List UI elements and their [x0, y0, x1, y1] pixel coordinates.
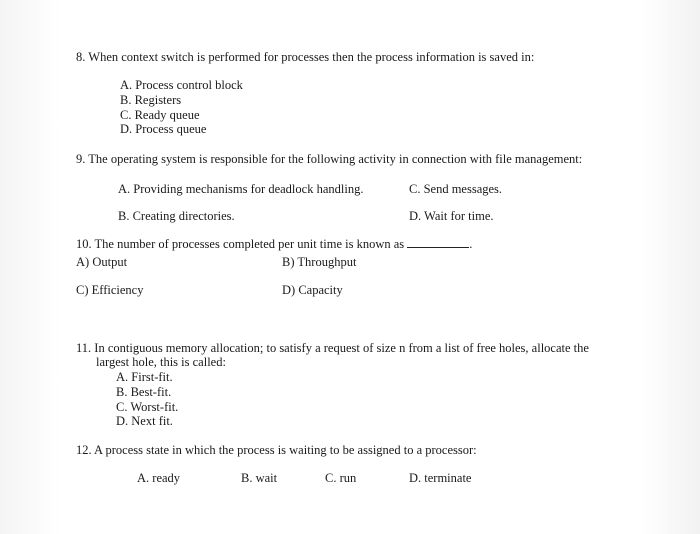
q12-option-b: B. wait — [241, 471, 278, 485]
q12-option-a: A. ready — [137, 471, 181, 485]
q11-question-line2: largest hole, this is called: — [96, 355, 226, 369]
q12-question: 12. A process state in which the process is waiting to be assigned to a processor: — [76, 443, 477, 457]
q8-option-b: B. Registers — [120, 93, 182, 107]
q10-answer-blank — [407, 237, 469, 248]
q8-option-a: A. Process control block — [120, 78, 243, 92]
q11-option-c: C. Worst-fit. — [116, 400, 179, 414]
q8-option-c: C. Ready queue — [120, 108, 200, 122]
q10-question-end: . — [469, 237, 473, 251]
q12-option-c: C. run — [325, 471, 357, 485]
q8-option-d: D. Process queue — [120, 122, 207, 136]
q10-option-a: A) Output — [76, 255, 128, 269]
q11-option-a: A. First-fit. — [116, 370, 173, 384]
q10-option-d: D) Capacity — [282, 283, 343, 297]
q11-option-b: B. Best-fit. — [116, 385, 172, 399]
q10-option-c: C) Efficiency — [76, 283, 144, 297]
q10-option-b: B) Throughput — [282, 255, 357, 269]
q10-question — [76, 237, 472, 251]
q9-option-a: A. Providing mechanisms for deadlock handling. — [118, 182, 364, 196]
q8-question: 8. When context switch is performed for processes then the process information is saved in: — [76, 50, 535, 64]
q11-option-d: D. Next fit. — [116, 414, 173, 428]
q9-option-d: D. Wait for time. — [409, 209, 494, 223]
q12-option-d: D. terminate — [409, 471, 472, 485]
q10-question-text: 10. The number of processes completed per unit time is known as — [76, 237, 405, 251]
q9-option-c: C. Send messages. — [409, 182, 503, 196]
q9-question: 9. The operating system is responsible for the following activity in connection with file management: — [76, 152, 583, 166]
q9-option-b: B. Creating directories. — [118, 209, 235, 223]
q11-question-line1: 11. In contiguous memory allocation; to satisfy a request of size n from a list of free holes, allocate the — [76, 341, 589, 355]
